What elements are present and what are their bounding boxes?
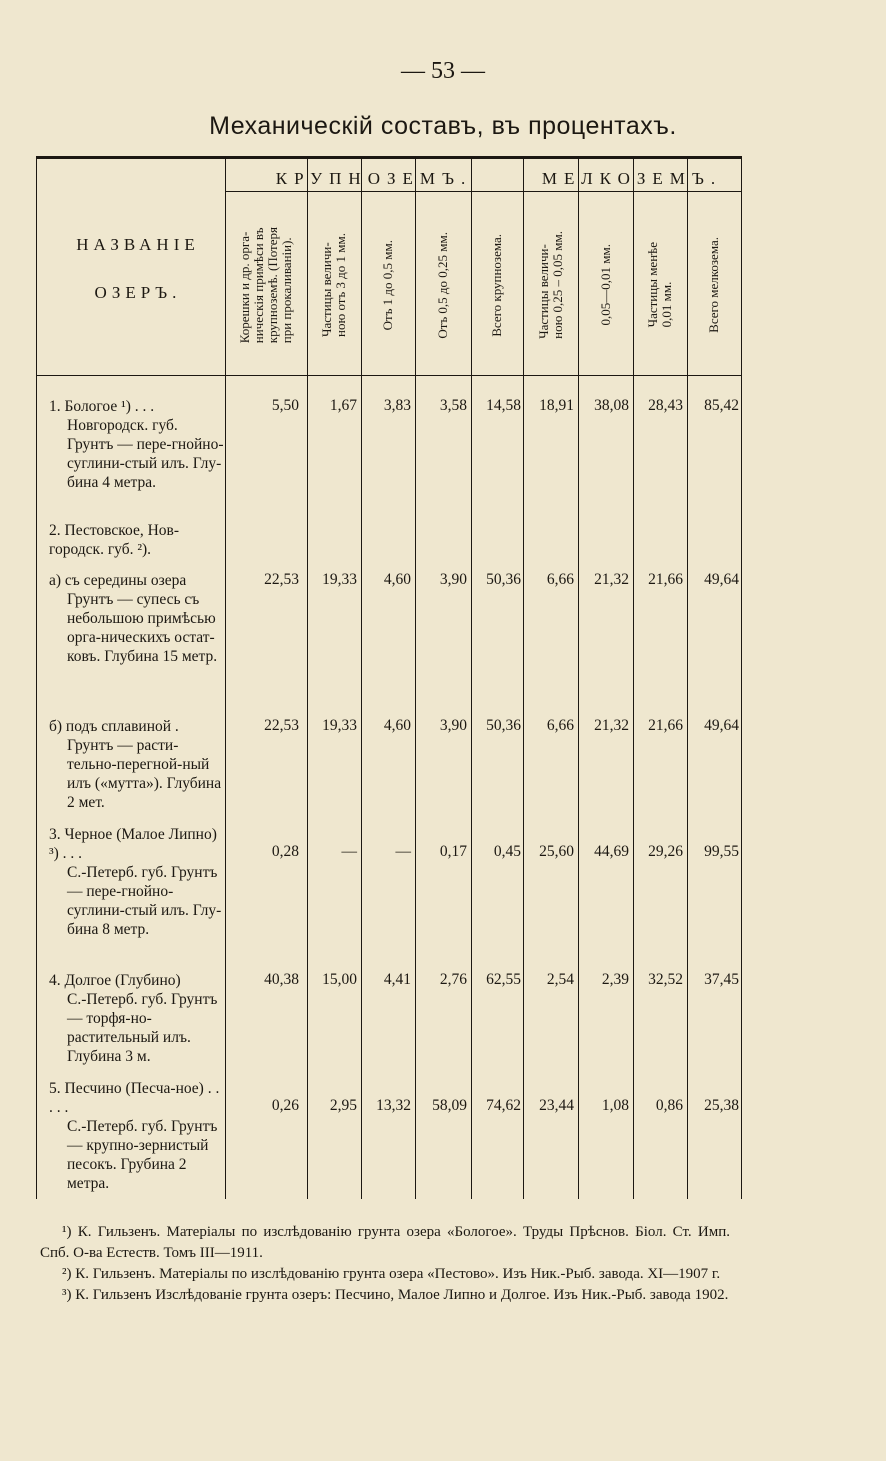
table-cell: 21,32 [594,571,629,588]
group-underline [225,191,741,192]
table-row-name [49,571,227,666]
table-cell: 21,32 [594,717,629,734]
table-cell: 58,09 [432,1097,467,1114]
column-header-text: Отъ 1 до 0,5 мм. [380,239,395,331]
row-title: а) съ середины озера [49,572,187,589]
table-cell: 19,33 [322,717,357,734]
table-cell: 18,91 [539,397,574,414]
column-header [578,195,633,375]
footnote: ³) К. Гильзенъ Изслѣдованіе грунта озеръ: Песчино, Малое Липно и Долгое. Изъ Ник.-Рыб. завода 1902. [62,1287,729,1303]
row-title: 1. Бологое ¹) . . . [49,398,155,415]
row-description: С.-Петерб. губ. Грунтъ — торфя-но-растительный илъ. Глубина 3 м. [67,991,218,1065]
table-cell: 29,26 [648,843,683,860]
column-header-text: Корешки и др. орга- ническія примѣси въ крупноземѣ. (Потеря при прокаливаніи). [237,226,294,344]
table-cell: 2,54 [546,971,574,988]
table-cell: 49,64 [704,571,739,588]
table-cell: 4,60 [383,717,411,734]
row-description: Грунтъ — расти-тельно-перегной-ный илъ («мутта»). Глубина 2 мет. [67,737,222,811]
table-cell: 22,53 [264,717,299,734]
row-title: 3. Черное (Малое Липно) ³) . . . [49,826,217,862]
table-cell: 44,69 [594,843,629,860]
table-cell: — [395,843,411,860]
page-number: — 53 — [401,58,485,84]
table-cell: 3,58 [439,397,467,414]
column-header-text: 0,05—0,01 мм. [597,244,613,326]
table-cell: 85,42 [704,397,739,414]
table-cell: 49,64 [704,717,739,734]
column-header [633,195,687,375]
row-title: б) подъ сплавиной . [49,718,179,735]
column-header-text: Частицы величи- ною 0,25 – 0,05 мм. [535,231,565,339]
table-cell: 23,44 [539,1097,574,1114]
table-cell: 40,38 [264,971,299,988]
column-header-text: Всего мелкозема. [706,237,721,333]
column-header [687,195,741,375]
composition-table [36,156,742,1199]
table-cell: 6,66 [546,571,574,588]
table-row-name [49,1079,227,1193]
row-title: 5. Песчино (Песча-ное) . . . . . [49,1080,220,1116]
table-cell: 3,90 [439,717,467,734]
table-cell: 62,55 [486,971,521,988]
table-cell: 32,52 [648,971,683,988]
table-cell: 3,83 [383,397,411,414]
table-cell: 0,26 [271,1097,299,1114]
table-cell: 1,08 [601,1097,629,1114]
row-description: Новгородск. губ. Грунтъ — пере-гнойно-суглини-стый илъ. Глу-бина 4 метра. [67,417,224,491]
row-description: С.-Петерб. губ. Грунтъ — крупно-зернистый песокъ. Грубина 2 метра. [67,1118,218,1192]
row-description: Грунтъ — супесь съ небольшою примѣсью орга-ническихъ остат-ковъ. Глубина 15 метр. [67,591,218,665]
table-row-name [49,717,227,812]
table-cell: 15,00 [322,971,357,988]
table-cell: 0,86 [655,1097,683,1114]
column-header [415,195,471,375]
column-header [307,195,361,375]
page-title: Механическій составъ, въ процентахъ. [209,112,677,140]
table-cell: 4,41 [383,971,411,988]
table-cell: 0,45 [493,843,521,860]
column-header-text: Частицы величи- ною отъ 3 до 1 мм. [319,233,348,337]
row-title: 4. Долгое (Глубино) [49,972,181,989]
table-cell: 0,28 [271,843,299,860]
table-cell: 13,32 [376,1097,411,1114]
name-header-line1: НАЗВАНІЕ [76,235,200,254]
table-cell: 74,62 [486,1097,521,1114]
table-cell: 5,50 [271,397,299,414]
table-cell: 4,60 [383,571,411,588]
table-cell: 25,38 [704,1097,739,1114]
table-cell: 21,66 [648,571,683,588]
column-header-text: Всего крупнозема. [489,233,504,337]
table-cell: 22,53 [264,571,299,588]
row-description: С.-Петерб. губ. Грунтъ — пере-гнойно-суглини-стый илъ. Глу-бина 8 метр. [67,864,222,938]
group-header-melkozem: МЕЛКОЗЕМЪ. [541,169,723,188]
column-header-text: Отъ 0,5 до 0,25 мм. [435,231,450,339]
table-cell: 21,66 [648,717,683,734]
footnote: ²) К. Гильзенъ. Матеріалы по изслѣдованію грунта озера «Пестово». Изъ Ник.-Рыб. завода. XI—1907 г. [62,1266,721,1282]
table-cell: 37,45 [704,971,739,988]
column-header [225,195,307,375]
table-row-name [49,521,227,559]
table-cell: 1,67 [329,397,357,414]
table-cell: — [341,843,357,860]
table-cell: 28,43 [648,397,683,414]
table-cell: 2,76 [439,971,467,988]
table-cell: 19,33 [322,571,357,588]
table-cell: 38,08 [594,397,629,414]
column-header [523,195,578,375]
table-cell: 6,66 [546,717,574,734]
table-cell: 99,55 [704,843,739,860]
table-cell: 50,36 [486,571,521,588]
row-title: 2. Пестовское, Нов-городск. губ. ²). [49,522,180,558]
table-row-name [49,825,227,939]
table-row-name [49,397,227,492]
table-cell: 2,95 [329,1097,357,1114]
column-header-text: Частицы менѣе 0,01 мм. [645,242,674,328]
name-header-line2: ОЗЕРЪ. [94,283,182,302]
table-cell: 3,90 [439,571,467,588]
column-header [361,195,415,375]
table-cell: 0,17 [439,843,467,860]
column-header [471,195,523,375]
header-bottom-rule [37,375,741,376]
table-cell: 2,39 [601,971,629,988]
footnote: ¹) К. Гильзенъ. Матеріалы по изслѣдованію грунта озера «Бологое». Труды Прѣснов. Біол. Ст. Имп. Спб. О-ва Естеств. Томъ III—1911. [40,1224,730,1261]
table-cell: 25,60 [539,843,574,860]
footnotes [40,1222,730,1306]
table-cell: 50,36 [486,717,521,734]
table-row-name [49,971,227,1066]
table-cell: 14,58 [486,397,521,414]
group-header-krupnozem: КРУПНОЗЕМЪ. [275,169,473,188]
